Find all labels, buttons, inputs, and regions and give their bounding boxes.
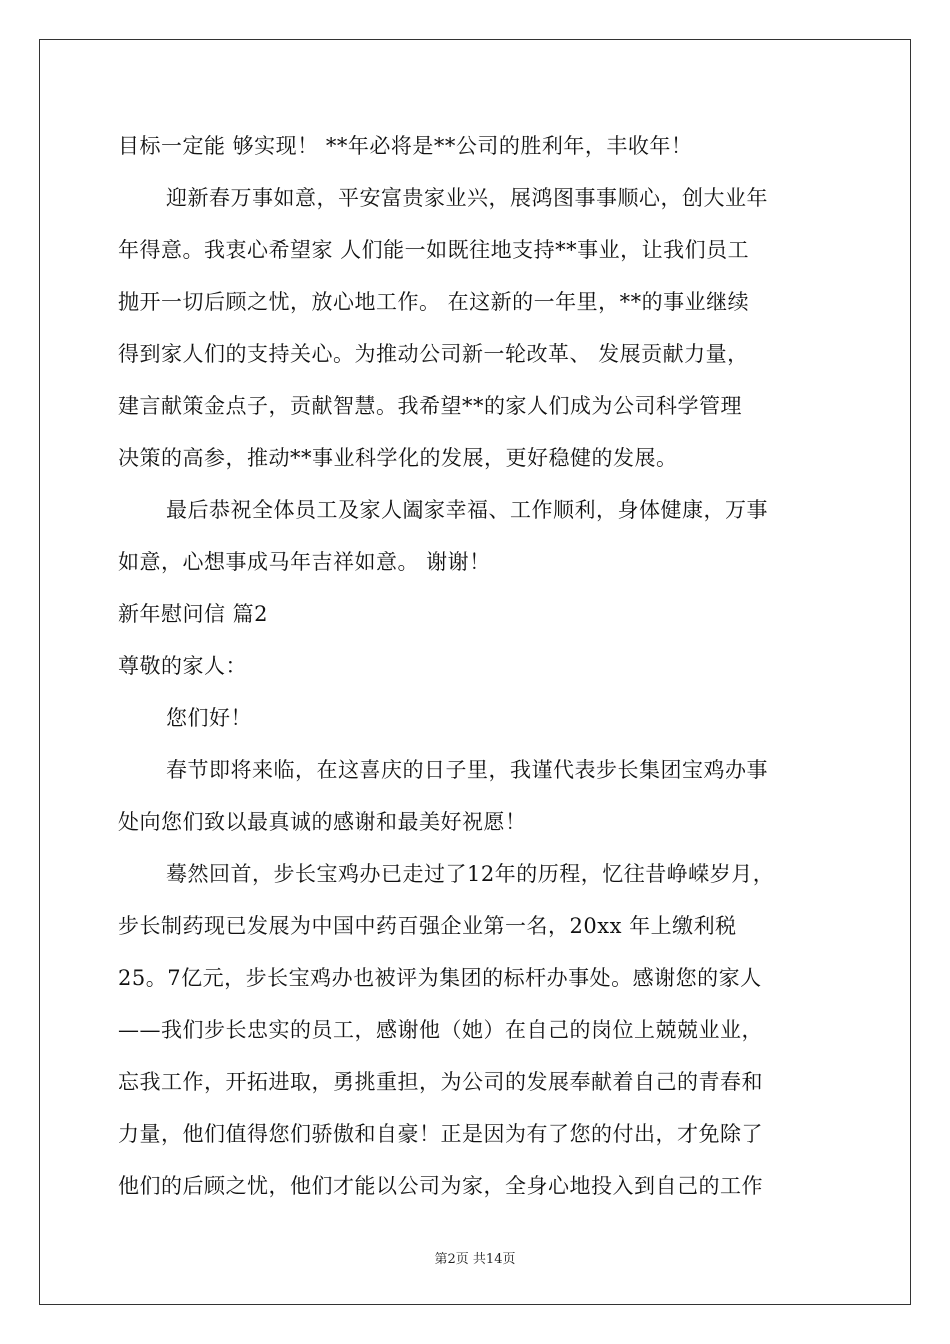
text-line: 力量，他们值得您们骄傲和自豪！正是因为有了您的付出，才免除了 bbox=[118, 1122, 763, 1146]
text-line: 忘我工作，开拓进取，勇挑重担，为公司的发展奉献着自己的青春和 bbox=[118, 1070, 763, 1094]
text-line: 目标一定能 够实现！ **年必将是**公司的胜利年，丰收年！ bbox=[118, 134, 693, 158]
salutation: 尊敬的家人： bbox=[118, 654, 247, 678]
text-line: 决策的高参，推动**事业科学化的发展，更好稳健的发展。 bbox=[118, 446, 678, 470]
text-line: 抛开一切后顾之忧，放心地工作。 在这新的一年里，**的事业继续 bbox=[118, 290, 750, 314]
text-line: ——我们步长忠实的员工，感谢他（她）在自己的岗位上兢兢业业， bbox=[118, 1018, 763, 1042]
text-line: 处向您们致以最真诚的感谢和最美好祝愿！ bbox=[118, 810, 527, 834]
greeting: 您们好！ bbox=[166, 706, 252, 730]
paragraph-start-line: 春节即将来临，在这喜庆的日子里，我谨代表步长集团宝鸡办事 bbox=[166, 758, 768, 782]
paragraph-start-line: 迎新春万事如意，平安富贵家业兴，展鸿图事事顺心，创大业年 bbox=[166, 186, 768, 210]
text-line: 得到家人们的支持关心。为推动公司新一轮改革、 发展贡献力量， bbox=[118, 342, 749, 366]
section-heading: 新年慰问信 篇2 bbox=[118, 602, 269, 626]
page-number-footer: 第2页 共14页 bbox=[434, 1252, 516, 1267]
text-line: 25。7亿元，步长宝鸡办也被评为集团的标杆办事处。感谢您的家人 bbox=[118, 966, 762, 990]
text-line: 如意，心想事成马年吉祥如意。 谢谢！ bbox=[118, 550, 491, 574]
text-line: 建言献策金点子，贡献智慧。我希望**的家人们成为公司科学管理 bbox=[118, 394, 742, 418]
text-line: 他们的后顾之忧，他们才能以公司为家，全身心地投入到自己的工作 bbox=[118, 1174, 763, 1198]
paragraph-start-line: 最后恭祝全体员工及家人阖家幸福、工作顺利，身体健康，万事 bbox=[166, 498, 768, 522]
text-line: 年得意。我衷心希望家 人们能一如既往地支持**事业，让我们员工 bbox=[118, 238, 750, 262]
text-line: 步长制药现已发展为中国中药百强企业第一名，20xx 年上缴利税 bbox=[118, 914, 737, 938]
paragraph-start-line: 蓦然回首，步长宝鸡办已走过了12年的历程，忆往昔峥嵘岁月， bbox=[166, 862, 775, 886]
